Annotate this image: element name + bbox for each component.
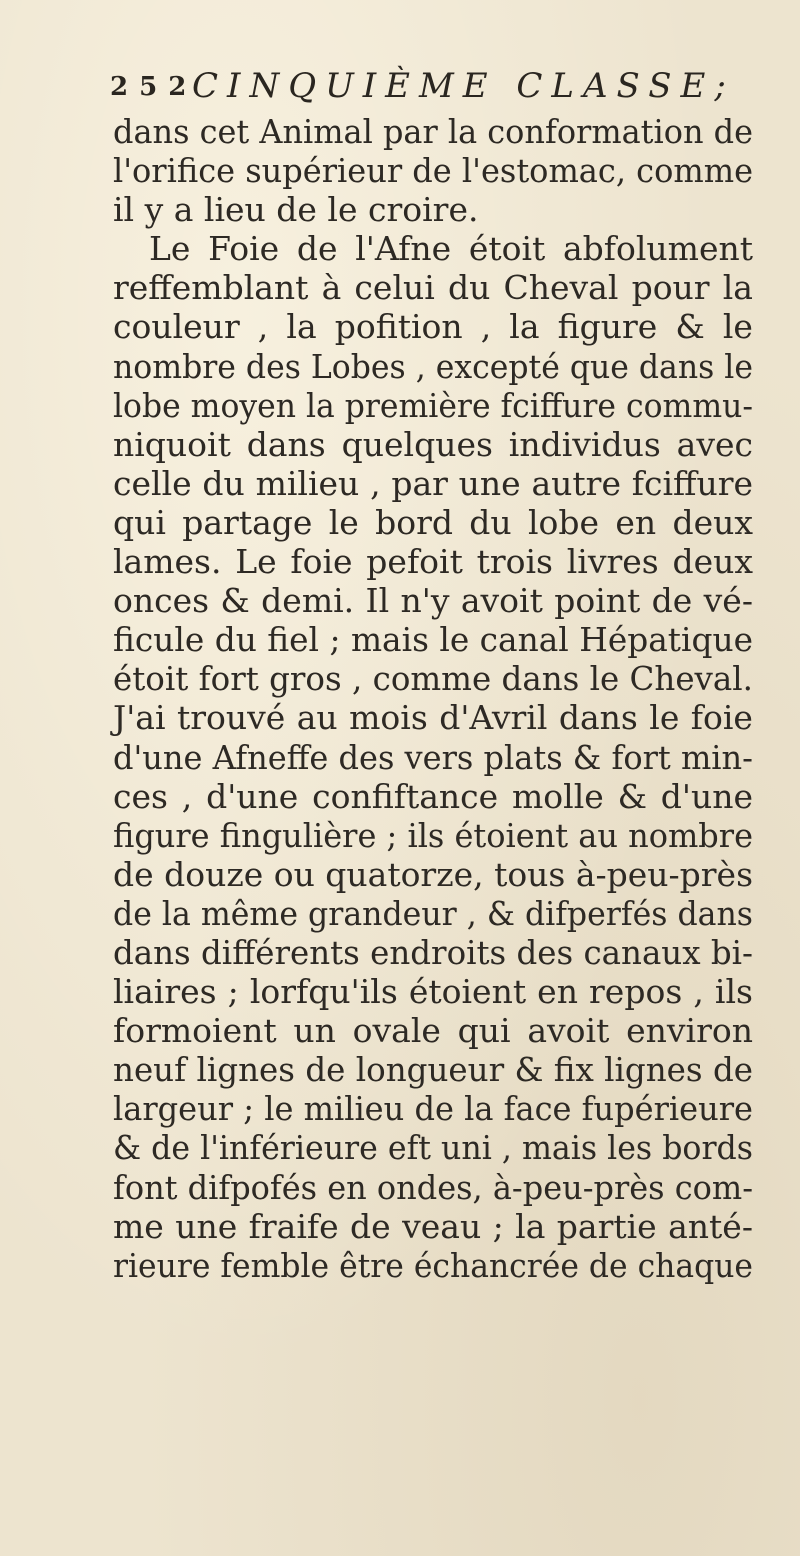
text-line: ficule du fiel ; mais le canal Hépatique [113, 620, 753, 660]
text-line: me une fraife de veau ; la partie anté- [113, 1206, 753, 1246]
text-line: de douze ou quatorze, tous à-peu-près [113, 854, 753, 894]
text-line: font difpofés en ondes, à-peu-près com- [113, 1167, 754, 1207]
text-line: l'orifice supérieur de l'estomac, comme [113, 151, 754, 191]
text-line: J'ai trouvé au mois d'Avril dans le foie [113, 698, 753, 738]
text-line: & de l'inférieure eft uni , mais les bords [113, 1128, 753, 1168]
page-header [110, 66, 750, 110]
text-line: dans différents endroits des canaux bi- [113, 932, 753, 972]
text-line: largeur ; le milieu de la face fupérieure [113, 1089, 753, 1129]
text-line: lames. Le foie pefoit trois livres deux [113, 542, 753, 582]
paragraph-start-line: Le Foie de l'Afne étoit abfolument [149, 229, 754, 269]
text-line: reffemblant à celui du Cheval pour la [113, 268, 753, 308]
text-line: onces & demi. Il n'y avoit point de vé- [113, 581, 753, 621]
text-line: de la même grandeur , & difperfés dans [113, 893, 754, 933]
text-line: ces , d'une confiftance molle & d'une [113, 776, 754, 816]
text-line: lobe moyen la première fciffure commu- [113, 385, 753, 425]
page-number: 2 5 2 [110, 72, 188, 102]
text-line: dans cet Animal par la conformation de [113, 112, 754, 151]
text-line: rieure femble être échancrée de chaque [113, 1245, 753, 1285]
text-line: celle du milieu , par une autre fciffure [113, 463, 753, 503]
text-line: formoient un ovale qui avoit environ [113, 1011, 753, 1051]
text-line: liaires ; lorfqu'ils étoient en repos , ils [113, 972, 753, 1012]
text-line: nombre des Lobes , excepté que dans le [113, 346, 753, 386]
running-title: CINQUIÈME CLASSE; [192, 66, 735, 106]
text-line: qui partage le bord du lobe en deux [113, 502, 753, 542]
body-text [113, 112, 753, 1285]
text-line: niquoit dans quelques individus avec [113, 424, 754, 464]
text-line: neuf lignes de longueur & fix lignes de [113, 1050, 754, 1090]
text-line: il y a lieu de le croire. [113, 190, 479, 230]
text-line: couleur , la pofition , la figure & le [113, 307, 753, 347]
text-line: d'une Afneffe des vers plats & fort min- [113, 737, 753, 777]
text-line: étoit fort gros , comme dans le Cheval. [113, 659, 753, 699]
text-line: figure fingulière ; ils étoient au nombre [113, 815, 753, 855]
